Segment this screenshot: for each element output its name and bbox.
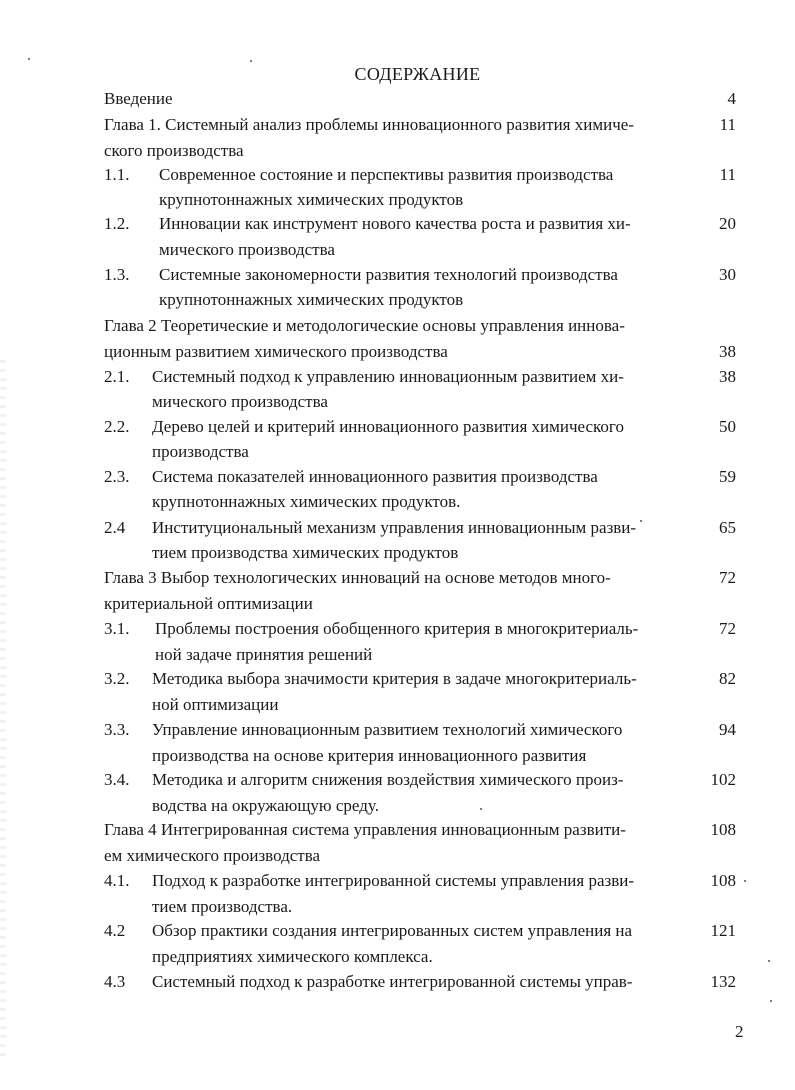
toc-entry-number: 2.1.	[104, 367, 130, 386]
toc-entry-number: 3.3.	[104, 720, 130, 739]
toc-entry-number: 4.2	[104, 921, 126, 940]
toc-entry-text: предприятиях химического комплекса.	[152, 947, 433, 966]
scan-speck	[640, 520, 642, 522]
scan-speck	[480, 808, 482, 810]
toc-entry-text: производства на основе критерия инновационного развития	[152, 746, 587, 765]
toc-entry-text: Современное состояние и перспективы развития производства	[159, 165, 614, 184]
toc-entry-page: 38	[719, 342, 736, 361]
scan-speck	[28, 58, 30, 60]
toc-entry-text: Инновации как инструмент нового качества роста и развития хи-	[159, 214, 631, 233]
toc-entry-text: Системные закономерности развития технологий производства	[159, 265, 618, 284]
toc-entry-number: 1.3.	[104, 265, 130, 284]
scan-speck	[770, 1000, 772, 1002]
toc-entry-number: 3.1.	[104, 619, 130, 638]
toc-entry-number: 2.4	[104, 518, 126, 537]
toc-entry-number: 2.3.	[104, 467, 130, 486]
toc-entry-page: 4	[727, 89, 736, 108]
toc-entry-page: 102	[710, 770, 736, 789]
toc-entry-page: 108	[710, 871, 736, 890]
toc-entry-text: Обзор практики создания интегрированных систем управления на	[152, 921, 633, 940]
toc-entry-page: 20	[719, 214, 736, 233]
toc-entry-text: Глава 2 Теоретические и методологические основы управления иннова-	[104, 316, 625, 335]
toc-entry-page: 30	[719, 265, 736, 284]
toc-entry-number: 4.3	[104, 972, 126, 991]
scan-speck	[744, 880, 746, 882]
toc-entry-page: 65	[719, 518, 736, 537]
toc-entry-page: 72	[719, 568, 736, 587]
toc-entry-text: тием производства.	[152, 897, 293, 916]
toc-entry-number: 4.1.	[104, 871, 130, 890]
toc-entry-page: 59	[719, 467, 736, 486]
toc-entry-text: ной оптимизации	[152, 695, 279, 714]
scan-speck	[250, 60, 252, 62]
toc-entry-page: 82	[719, 669, 736, 688]
toc-entry-page: 72	[719, 619, 736, 638]
toc-entry-text: ционным развитием химического производства	[104, 342, 448, 361]
toc-entry-page: 11	[719, 115, 736, 134]
toc-entry-text: мического производства	[159, 240, 335, 259]
toc-entry-text: Подход к разработке интегрированной системы управления разви-	[152, 871, 635, 890]
toc-entry-text: Система показателей инновационного развития производства	[152, 467, 598, 486]
toc-entry-text: крупнотоннажных химических продуктов	[159, 190, 464, 209]
toc-entry-text: ем химического производства	[104, 846, 321, 865]
page-title: СОДЕРЖАНИЕ	[354, 64, 481, 84]
toc-entry-page: 38	[719, 367, 736, 386]
toc-entry-text: Проблемы построения обобщенного критерия в многокритериаль-	[155, 619, 639, 638]
toc-entry-text: ского производства	[104, 141, 244, 160]
toc-entry-page: 11	[719, 165, 736, 184]
toc-entry-text: ной задаче принятия решений	[155, 645, 373, 664]
toc-entry-text: Глава 3 Выбор технологических инноваций на основе методов много-	[104, 568, 611, 587]
toc-entry-page: 94	[719, 720, 736, 739]
toc-entry-text: крупнотоннажных химических продуктов	[159, 290, 464, 309]
toc-entry-number: 3.4.	[104, 770, 130, 789]
toc-entry-text: критериальной оптимизации	[104, 594, 313, 613]
toc-entry-text: Введение	[104, 89, 173, 108]
toc-entry-text: Методика выбора значимости критерия в задаче многокритериаль-	[152, 669, 637, 688]
toc-entry-text: Управление инновационным развитием технологий химического	[152, 720, 623, 739]
toc-entry-text: Методика и алгоритм снижения воздействия химического произ-	[152, 770, 624, 789]
toc-entry-page: 108	[710, 820, 736, 839]
toc-entry-number: 1.2.	[104, 214, 130, 233]
scan-speck	[768, 960, 770, 962]
toc-entry-text: Системный подход к разработке интегрированной системы управ-	[152, 972, 633, 991]
toc-entry-text: Системный подход к управлению инновационным развитием хи-	[152, 367, 624, 386]
toc-entry-text: Институциональный механизм управления инновационным разви-	[152, 518, 637, 537]
toc-entry-text: мического производства	[152, 392, 328, 411]
toc-entry-text: Глава 4 Интегрированная система управления инновационным развити-	[104, 820, 626, 839]
toc-entry-text: тием производства химических продуктов	[152, 543, 459, 562]
toc-entry-page: 50	[719, 417, 736, 436]
toc-entry-text: Глава 1. Системный анализ проблемы инновационного развития химиче-	[104, 115, 634, 134]
toc-entry-text: водства на окружающую среду.	[152, 796, 379, 815]
toc-entry-text: крупнотоннажных химических продуктов.	[152, 492, 461, 511]
toc-entry-number: 2.2.	[104, 417, 130, 436]
toc-entry-page: 132	[710, 972, 736, 991]
page-number: 2	[735, 1022, 744, 1041]
toc-entry-page: 121	[710, 921, 736, 940]
toc-entry-number: 1.1.	[104, 165, 130, 184]
toc-entry-text: Дерево целей и критерий инновационного развития химического	[152, 417, 624, 436]
toc-entry-text: производства	[152, 442, 249, 461]
toc-entry-number: 3.2.	[104, 669, 130, 688]
